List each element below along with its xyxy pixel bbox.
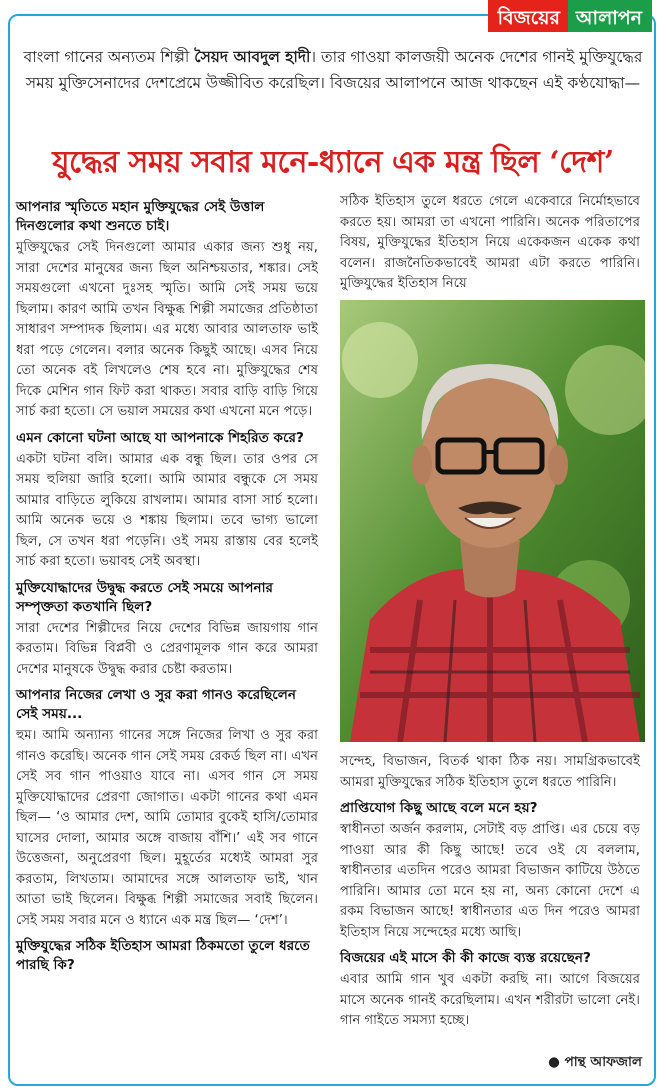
intro-pre: বাংলা গানের অন্যতম শিল্পী (23, 48, 195, 66)
byline: ● পান্থ আফজাল (548, 1054, 642, 1070)
section-tag-part2: আলাপন (568, 0, 652, 32)
answer-5-part1: সঠিক ইতিহাস তুলে ধরতে গেলে একেবারে নির্মোহভাবে করতে হয়। আমরা তা এখনো পারিনি। অনেক পরিতাপের বিষয়, মুক্তিযুদ্ধের ইতিহাস নিয়ে একেকজন একেক কথা বলেন। রাজনৈতিকভাবেই আমরা এটা করতে পারিনি। মুক্তিযুদ্ধের ইতিহাস নিয়ে (340, 194, 640, 291)
answer-7: এবার আমি গান খুব একটা করছি না। আগে বিজয়ের মাসে অনেক গানই করেছিলাম। এখন শরীরটা ভালো নেই। গান গাইতে সমস্যা হচ্ছে। (340, 972, 640, 1028)
question-7: বিজয়ের এই মাসে কী কী কাজে ব্যস্ত রয়েছেন? (340, 950, 591, 966)
intro-post: । তার গাওয়া কালজয়ী অনেক দেশের গানই মুক্তিযুদ্ধের সময় মুক্তিসেনাদের দেশপ্রেমে উজ্জীবিত করেছিল। বিজয়ের আলাপনে আজ থাকছেন এই কণ্ঠযোদ্ধা— (25, 48, 643, 92)
question-2: এমন কোনো ঘটনা আছে যা আপনাকে শিহরিত করে? (16, 429, 304, 446)
question-1: আপনার স্মৃতিতে মহান মুক্তিযুদ্ধের সেই উত্তাল দিনগুলোর কথা শুনতে চাই। (16, 199, 265, 234)
portrait-photo (340, 300, 645, 742)
right-column-bottom (340, 752, 640, 1036)
headline: যুদ্ধের সময় সবার মনে-ধ্যানে এক মন্ত্র ছিল ‘দেশ’ (52, 145, 614, 180)
answer-4: হুম। আমি অন্যান্য গানের সঙ্গে নিজের লিখা ও সুর করা গানও করেছি। অনেক গান সেই সময় রেকর্ড ছিল না। এখন সেই সব গান পাওয়াও যাবে না। এসব গান সে সময় মুক্তিযোদ্ধাদের প্রেরণা জোগাত। একটা গানের কথা এমন ছিল— ‘ও আমার দেশ, আমি তোমার বুকেই হাসি/তোমার ঘাসের দোলা, আমার অঙ্গে বাজায় বাঁশি।’ এই সব গানে উত্তেজনা, অনুপ্রেরণা ছিল। মুহূর্তের মধ্যেই আমরা সুর করতাম, লিখতাম। আমাদের সঙ্গে আলতাফ ভাই, খান আতা ভাই ছিলেন। বিক্ষুব্ধ শিল্পী সমাজের সবাই ছিলেন। সেই সময় সবার মনে ও ধ্যানে এক মন্ত্র ছিল— ‘দেশ’। (16, 728, 318, 928)
section-tag-part1: বিজয়ের (488, 0, 568, 32)
question-6: প্রাপ্তিযোগ কিছু আছে বলে মনে হয়? (340, 800, 538, 816)
answer-2: একটা ঘটনা বলি। আমার এক বন্ধু ছিল। তার ওপর সে সময় হুলিয়া জারি হলো। আমি আমার বন্ধুকে সে সময় আমার বাড়িতে লুকিয়ে রাখলাম। আমার বাসা সার্চ হলো। আমি অনেক ভয়ে ও শঙ্কায় ছিলাম। তবে ভাগ্য ভালো ছিল, সে তখন ধরা পড়েনি। ওই সময় রাস্তায় বের হলেই সার্চ করা হতো। ভয়াবহ সেই অবস্থা। (16, 451, 318, 569)
question-5: মুক্তিযুদ্ধের সঠিক ইতিহাস আমরা ঠিকমতো তুলে ধরতে পারছি কি? (16, 938, 310, 973)
section-tag (488, 0, 652, 32)
answer-1: মুক্তিযুদ্ধের সেই দিনগুলো আমার একার জন্য শুধু নয়, সারা দেশের মানুষের জন্য ছিল অনিশ্চয়তার, শঙ্কার। সেই সময়গুলো এখনো দুঃসহ স্মৃতি। আমি সেই সময় ভয়ে ছিলাম। কারণ আমি তখন বিক্ষুব্ধ শিল্পী সমাজের প্রতিষ্ঠাতা সাধারণ সম্পাদক ছিলাম। এর মধ্যে আবার আলতাফ ভাই ধরা পড়ে গেলেন। বলার অনেক কিছুই আছে। এসব নিয়ে তো অনেক বই লিখলেও শেষ হবে না। মুক্তিযুদ্ধের শেষ দিকে মেশিন গান ফিট করা থাকত। সবার বাড়ি বাড়ি গিয়ে সার্চ করা হতো। সে ভয়াল সময়ের কথা এখনো মনে পড়ে। (16, 240, 318, 419)
right-column-top (340, 192, 640, 299)
answer-5-part2: সন্দেহ, বিভাজন, বিতর্ক থাকা ঠিক নয়। সামগ্রিকভাবেই আমরা মুক্তিযুদ্ধের সঠিক ইতিহাস তুলে ধরতে পারিনি। (340, 754, 640, 790)
question-4: আপনার নিজের লেখা ও সুর করা গানও করেছিলেন সেই সময়... (16, 687, 297, 722)
intro-paragraph (20, 44, 646, 96)
answer-3: সারা দেশের শিল্পীদের নিয়ে দেশের বিভিন্ন জায়গায় গান করতাম। বিভিন্ন বিপ্লবী ও প্রেরণামূলক গান করে আমরা দেশের মানুষকে উদ্বুদ্ধ করার চেষ্টা করতাম। (16, 620, 318, 677)
left-column (16, 192, 318, 977)
answer-6: স্বাধীনতা অর্জন করলাম, সেটাই বড় প্রাপ্তি। এর চেয়ে বড় পাওয়া আর কী কিছু আছে! তবে ওই যে বললাম, স্বাধীনতার এতদিন পরেও আমরা বিভাজন কাটিয়ে উঠতে পারিনি। আমার তো মনে হয় না, অন্য কোনো দেশে এ রকম বিভাজন আছে! স্বাধীনতার এত দিন পরেও আমরা ইতিহাস নিয়ে সন্দেহের মধ্যে আছি। (340, 822, 640, 940)
intro-name: সৈয়দ আবদুল হাদী (194, 48, 311, 66)
question-3: মুক্তিযোদ্ধাদের উদ্বুদ্ধ করতে সেই সময়ে আপনার সম্পৃক্ততা কতখানি ছিল? (16, 579, 274, 615)
